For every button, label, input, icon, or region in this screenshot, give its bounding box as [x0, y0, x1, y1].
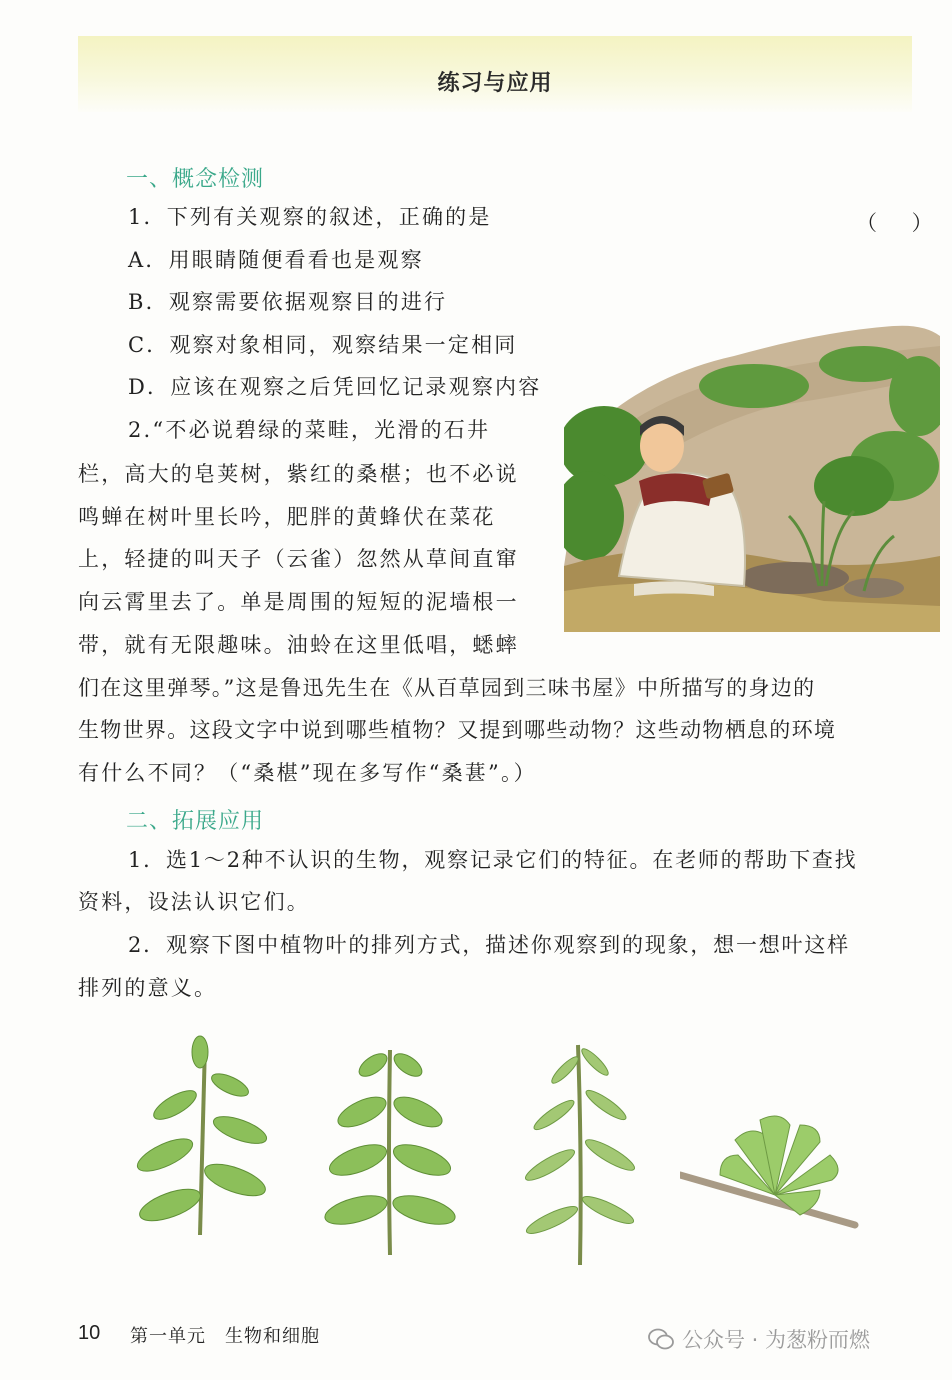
page-number: 10	[78, 1322, 101, 1344]
illustration-boy-in-garden	[564, 316, 940, 632]
wechat-icon	[648, 1328, 674, 1350]
option-b: B．观察需要依据观察目的进行	[128, 290, 448, 314]
extension-line: 资料，设法认识它们。	[78, 890, 310, 914]
page-title: 练习与应用	[437, 71, 553, 96]
option-c: C．观察对象相同，观察结果一定相同	[128, 333, 518, 357]
question-2-line: 上，轻捷的叫天子（云雀）忽然从草间直窜	[78, 547, 519, 571]
option-a: A．用眼睛随便看看也是观察	[128, 248, 424, 272]
chapter-label: 第一单元 生物和细胞	[130, 1326, 320, 1347]
section-heading-concept-check: 一、概念检测	[126, 167, 265, 192]
question-2-line: 2.“不必说碧绿的菜畦，光滑的石井	[128, 418, 491, 442]
watermark	[648, 1324, 870, 1354]
question-2-line: 鸣蝉在树叶里长吟，肥胖的黄蜂伏在菜花	[78, 505, 496, 529]
question-2-line: 向云霄里去了。单是周围的短短的泥墙根一	[78, 590, 519, 614]
answer-parentheses: （ ）	[856, 211, 947, 235]
question-2-line: 有什么不同？（“桑椹”现在多写作“桑葚”。）	[78, 761, 537, 785]
plant-opposite-leaves	[318, 1030, 458, 1260]
question-2-line: 们在这里弹琴。”这是鲁迅先生在《从百草园到三味书屋》中所描写的身边的	[78, 676, 816, 700]
question-2-line: 带，就有无限趣味。油蛉在这里低唱，蟋蟀	[78, 633, 519, 657]
option-d: D．应该在观察之后凭回忆记录观察内容	[128, 375, 542, 399]
plant-alternate-leaves	[130, 1030, 270, 1240]
question-2-line: 生物世界。这段文字中说到哪些植物？又提到哪些动物？这些动物栖息的环境	[78, 718, 837, 742]
question-2-line: 栏，高大的皂荚树，紫红的桑椹；也不必说	[78, 462, 519, 486]
question-1-stem: 1．下列有关观察的叙述，正确的是	[128, 205, 492, 229]
extension-line: 排列的意义。	[78, 976, 218, 1000]
extension-line: 1．选1～2种不认识的生物，观察记录它们的特征。在老师的帮助下查找	[128, 848, 858, 872]
header-banner	[78, 36, 912, 112]
plant-clustered-leaves	[680, 1080, 860, 1240]
section-heading-extended-application: 二、拓展应用	[126, 809, 265, 834]
plant-whorled-leaves	[520, 1030, 640, 1270]
watermark-text: 公众号 · 为葱粉而燃	[682, 1328, 871, 1352]
extension-line: 2．观察下图中植物叶的排列方式，描述你观察到的现象，想一想叶这样	[128, 933, 850, 957]
